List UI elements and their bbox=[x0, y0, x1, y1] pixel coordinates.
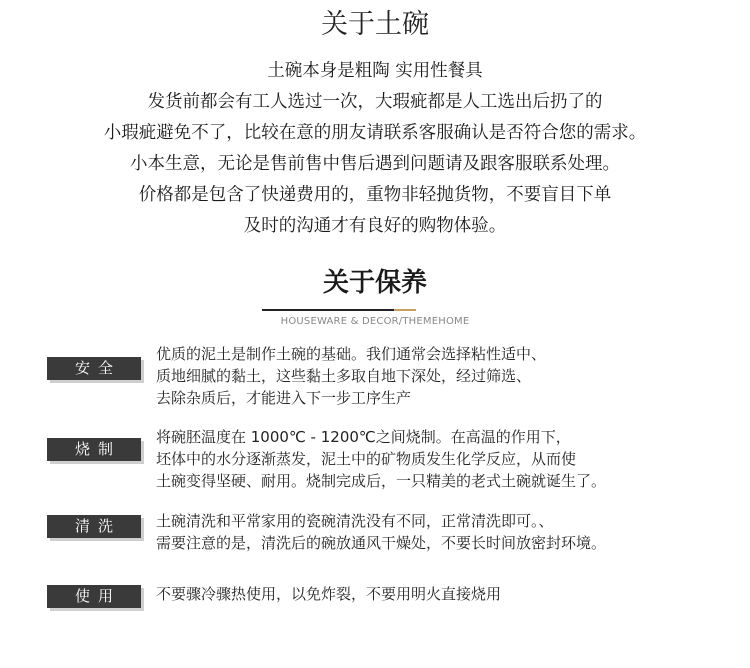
care-tag-cleaning: 清洗 bbox=[47, 515, 141, 538]
care-subtitle: HOUSEWARE & DECOR/THEMEHOME bbox=[280, 316, 470, 327]
care-line: 土碗变得坚硬、耐用。烧制完成后，一只精美的老式土碗就诞生了。 bbox=[156, 472, 607, 490]
about-title: 关于土碗 bbox=[321, 9, 429, 40]
care-text-usage bbox=[156, 583, 746, 605]
care-line: 土碗清洗和平常家用的瓷碗清洗没有不同，正常清洗即可。、 bbox=[156, 512, 554, 530]
care-text-safety bbox=[156, 343, 746, 409]
about-line: 价格都是包含了快递费用的，重物非轻抛货物，不要盲目下单 bbox=[138, 185, 612, 205]
care-tag-safety: 安全 bbox=[47, 357, 141, 380]
care-text-cleaning bbox=[156, 510, 746, 554]
care-title-divider-accent bbox=[394, 309, 416, 311]
care-line: 不要骤冷骤热使用，以免炸裂，不要用明火直接烧用 bbox=[156, 585, 502, 603]
care-line: 需要注意的是，清洗后的碗放通风干燥处，不要长时间放密封环境。 bbox=[156, 534, 607, 552]
about-line: 小本生意，无论是售前售中售后遇到问题请及跟客服联系处理。 bbox=[130, 154, 620, 174]
about-line: 及时的沟通才有良好的购物体验。 bbox=[243, 216, 507, 236]
about-line: 发货前都会有工人选过一次，大瑕疵都是人工选出后扔了的 bbox=[147, 92, 603, 112]
care-line: 去除杂质后，才能进入下一步工序生产 bbox=[156, 389, 412, 407]
about-line: 小瑕疵避免不了，比较在意的朋友请联系客服确认是否符合您的需求。 bbox=[103, 123, 647, 143]
care-title: 关于保养 bbox=[322, 268, 427, 298]
care-line: 优质的泥土是制作土碗的基础。我们通常会选择粘性适中、 bbox=[156, 345, 547, 363]
care-line: 质地细腻的黏土，这些黏土多取自地下深处，经过筛选、 bbox=[156, 367, 532, 385]
about-body bbox=[0, 56, 750, 242]
care-text-firing bbox=[156, 426, 746, 492]
care-line: 将碗胚温度在 1000℃ - 1200℃之间烧制。在高温的作用下， bbox=[156, 428, 571, 446]
care-tag-usage: 使用 bbox=[47, 585, 141, 608]
care-tag-firing: 烧制 bbox=[47, 438, 141, 461]
care-line: 坯体中的水分逐渐蒸发，泥土中的矿物质发生化学反应，从而使 bbox=[156, 450, 577, 468]
care-title-divider bbox=[262, 309, 394, 311]
about-line: 土碗本身是粗陶 实用性餐具 bbox=[267, 61, 483, 81]
